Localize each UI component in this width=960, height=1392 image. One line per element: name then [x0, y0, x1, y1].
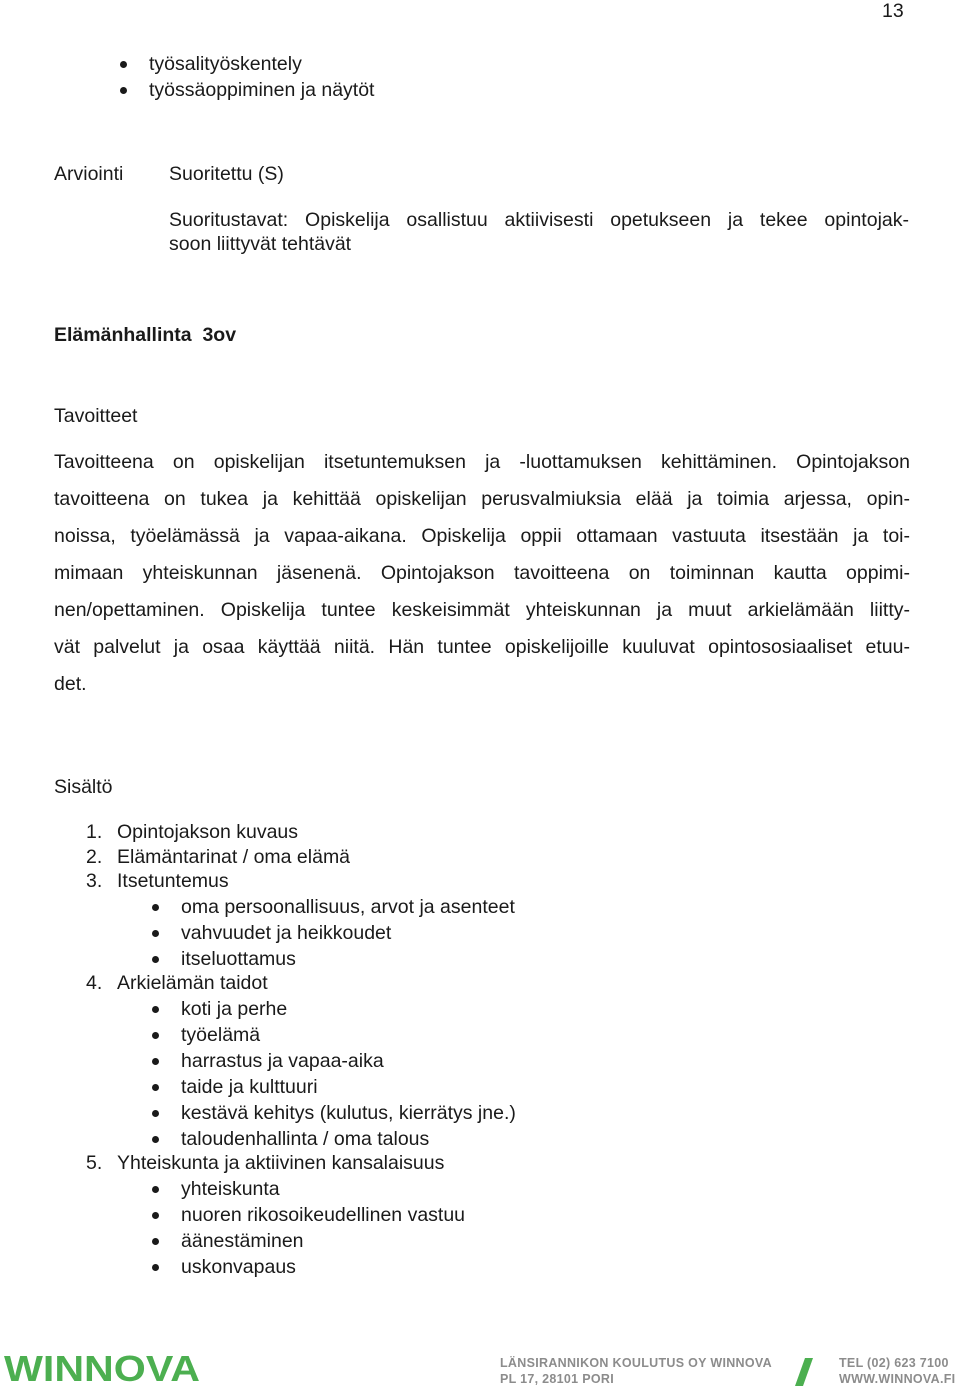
bullet-icon: [152, 1110, 159, 1117]
bullet-icon: [152, 1084, 159, 1091]
footer-web: WWW.WINNOVA.FI: [839, 1372, 956, 1386]
bullet-icon: [120, 61, 127, 68]
assessment-grade: Suoritettu (S): [169, 163, 284, 185]
bullet-icon: [152, 904, 159, 911]
bullet-icon: [152, 1032, 159, 1039]
content-item-number: 3.: [86, 870, 103, 892]
content-subitem: uskonvapaus: [181, 1256, 296, 1278]
content-subitem: koti ja perhe: [181, 998, 288, 1020]
goals-line: nen/opettaminen. Opiskelija tuntee keskeisimmät yhteiskunnan ja muut arkielämään liitty-: [54, 599, 910, 621]
top-bullet-item: työssäoppiminen ja näytöt: [149, 79, 375, 101]
content-subitem: harrastus ja vapaa-aika: [181, 1050, 384, 1072]
content-item-number: 4.: [86, 972, 103, 994]
content-item-number: 5.: [86, 1152, 103, 1174]
bullet-icon: [152, 1136, 159, 1143]
goals-line: det.: [54, 673, 87, 695]
footer-address: PL 17, 28101 PORI: [500, 1372, 614, 1386]
content-subitem: vahvuudet ja heikkoudet: [181, 922, 392, 944]
content-item-text: Itsetuntemus: [117, 870, 229, 892]
content-heading: Sisältö: [54, 776, 113, 798]
content-item-number: 2.: [86, 846, 103, 868]
content-item-number: 1.: [86, 821, 103, 843]
bullet-icon: [152, 1006, 159, 1013]
slash-icon-svg: [795, 1358, 813, 1386]
content-item-text: Elämäntarinat / oma elämä: [117, 846, 351, 868]
content-subitem: kestävä kehitys (kulutus, kierrätys jne.): [181, 1102, 516, 1124]
content-item-text: Arkielämän taidot: [117, 972, 268, 994]
bullet-icon: [152, 956, 159, 963]
bullet-icon: [152, 930, 159, 937]
content-subitem: työelämä: [181, 1024, 261, 1046]
content-item-text: Yhteiskunta ja aktiivinen kansalaisuus: [117, 1152, 445, 1174]
goals-line: Tavoitteena on opiskelijan itsetuntemuksen ja -luottamuksen kehittäminen. Opintojakson: [54, 451, 910, 473]
bullet-icon: [152, 1264, 159, 1271]
content-subitem: yhteiskunta: [181, 1178, 280, 1200]
bullet-icon: [152, 1186, 159, 1193]
goals-heading: Tavoitteet: [54, 405, 138, 427]
winnova-logo-icon: [4, 1350, 204, 1386]
content-subitem: itseluottamus: [181, 948, 296, 970]
content-subitem: taloudenhallinta / oma talous: [181, 1128, 430, 1150]
content-subitem: oma persoonallisuus, arvot ja asenteet: [181, 896, 515, 918]
goals-line: tavoitteena on tukea ja kehittää opiskelijan perusvalmiuksia elää ja toimia arjessa, opin-: [54, 488, 910, 510]
content-subitem: äänestäminen: [181, 1230, 304, 1252]
page-number: 13: [882, 0, 904, 22]
assessment-label: Arviointi: [54, 163, 124, 185]
winnova-logo-text: WINNOVA: [4, 1350, 200, 1386]
footer-phone: TEL (02) 623 7100: [839, 1356, 949, 1370]
winnova-logo: [4, 1350, 204, 1386]
content-subitem: nuoren rikosoikeudellinen vastuu: [181, 1204, 466, 1226]
section-title: Elämänhallinta 3ov: [54, 324, 237, 346]
goals-line: noissa, työelämässä ja vapaa-aikana. Opiskelija oppii ottamaan vastuuta itsestään ja toi-: [54, 525, 910, 547]
goals-line: mimaan yhteiskunnan jäsenenä. Opintojakson tavoitteena on toiminnan kautta oppimi-: [54, 562, 910, 584]
assessment-methods-line: Suoritustavat: Opiskelija osallistuu aktiivisesti opetukseen ja tekee opintojak-: [169, 209, 909, 231]
goals-paragraph: [54, 444, 910, 703]
bullet-icon: [152, 1058, 159, 1065]
slash-icon: [795, 1358, 813, 1386]
content-subitem: taide ja kulttuuri: [181, 1076, 318, 1098]
top-bullet-item: työsalityöskentely: [149, 53, 302, 75]
footer-school: LÄNSIRANNIKON KOULUTUS OY WINNOVA: [500, 1356, 772, 1370]
assessment-methods-line: soon liittyvät tehtävät: [169, 233, 352, 255]
goals-line: vät palvelut ja osaa käyttää niitä. Hän tuntee opiskelijoille kuuluvat opintososiaaliset etuu-: [54, 636, 910, 658]
bullet-icon: [152, 1212, 159, 1219]
bullet-icon: [152, 1238, 159, 1245]
content-item-text: Opintojakson kuvaus: [117, 821, 299, 843]
bullet-icon: [120, 87, 127, 94]
